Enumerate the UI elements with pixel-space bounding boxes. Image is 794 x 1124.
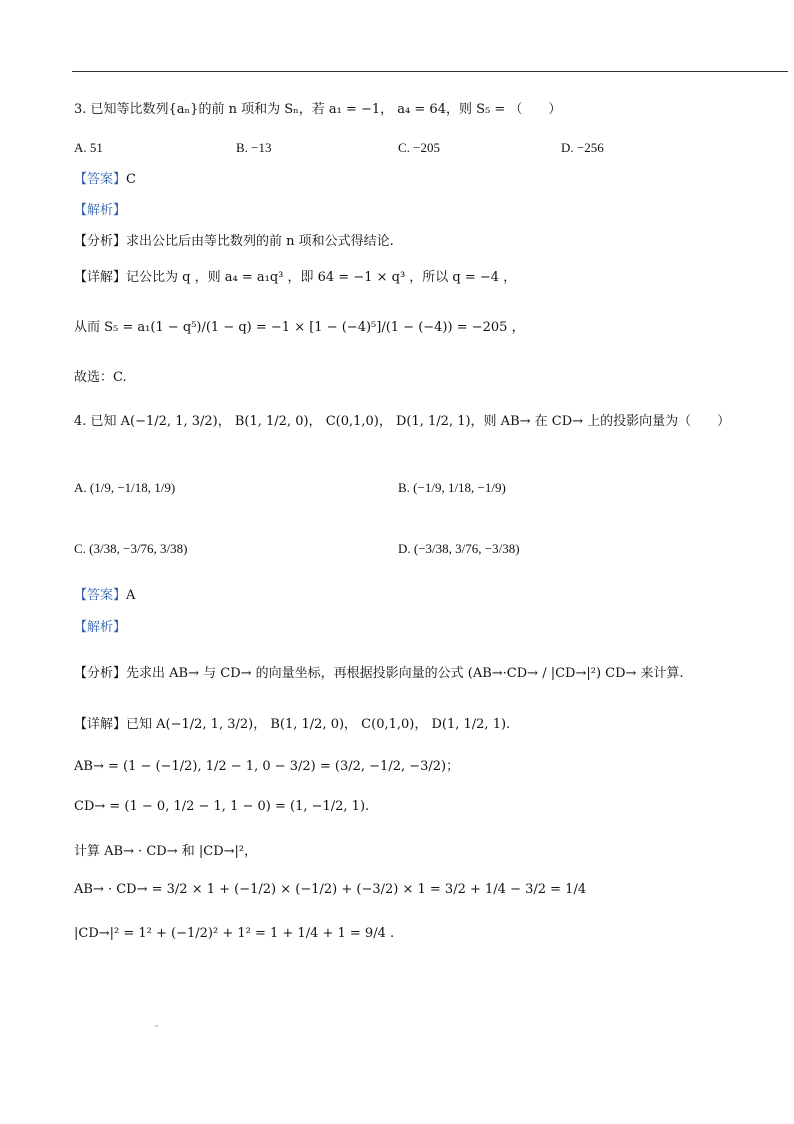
option-label: C. xyxy=(74,541,86,556)
q3-analysis-tag: 【解析】 xyxy=(74,203,127,218)
q4-step-cd: CD→ = (1 − 0, 1/2 − 1, 1 − 0) = (1, −1/2, 1). xyxy=(74,799,370,814)
option-text: −13 xyxy=(251,140,272,155)
option-label: B. xyxy=(236,140,248,155)
header-rule xyxy=(72,71,788,72)
q3-option-d[interactable] xyxy=(561,138,604,158)
fenxi-text: 先求出 AB→ 与 CD→ 的向量坐标，再根据投影向量的公式 (AB→·CD→ / |CD→|²) CD→ 来计算. xyxy=(126,666,684,681)
option-text: (−1/9, 1/18, −1/9) xyxy=(413,480,506,495)
fenxi-tag: 【分析】 xyxy=(74,666,127,681)
q3-answer xyxy=(74,170,136,190)
answer-tag: 【答案】 xyxy=(74,588,127,603)
option-label: D. xyxy=(398,541,411,556)
fenxi-tag: 【分析】 xyxy=(74,234,127,249)
option-label: A. xyxy=(74,140,87,155)
q4-option-d[interactable] xyxy=(398,539,520,559)
answer-value: C xyxy=(126,172,136,187)
option-text: −256 xyxy=(576,140,604,155)
q3-detail xyxy=(74,268,516,288)
q3-option-b[interactable] xyxy=(236,138,272,158)
q4-step-dot: AB→ · CD→ = 3/2 × 1 + (−1/2) × (−1/2) + (−3/2) × 1 = 3/2 + 1/4 − 3/2 = 1/4 xyxy=(74,882,587,897)
option-label: C. xyxy=(398,140,410,155)
option-text: −205 xyxy=(413,140,441,155)
detail-text: 已知 A(−1/2, 1, 3/2)， B(1, 1/2, 0)， C(0,1,0)， D(1, 1/2, 1). xyxy=(126,717,511,732)
q4-analysis-tag: 【解析】 xyxy=(74,620,127,635)
q4-fenxi xyxy=(74,664,684,684)
answer-tag: 【答案】 xyxy=(74,172,127,187)
q4-answer xyxy=(74,586,135,606)
q4-stem: 4. 已知 A(−1/2, 1, 3/2)， B(1, 1/2, 0)， C(0,1,0)， D(1, 1/2, 1)，则 AB→ 在 CD→ 上的投影向量为（ ） xyxy=(74,414,731,429)
detail-tag: 【详解】 xyxy=(74,270,127,285)
q3-option-a[interactable] xyxy=(74,138,103,158)
q4-step-ab: AB→ = (1 − (−1/2), 1/2 − 1, 0 − 3/2) = (3/2, −1/2, −3/2)； xyxy=(74,759,460,774)
q4-step-compute: 计算 AB→ · CD→ 和 |CD→|²， xyxy=(74,844,258,859)
q4-option-c[interactable] xyxy=(74,539,188,559)
q4-option-b[interactable] xyxy=(398,478,506,498)
detail-text: 记公比为 q ，则 a₄ = a₁q³ ，即 64 = −1 × q³ ，所以 q = −4 ， xyxy=(126,270,517,285)
q4-detail xyxy=(74,715,510,735)
q4-step-norm: |CD→|² = 1² + (−1/2)² + 1² = 1 + 1/4 + 1 = 9/4 . xyxy=(74,926,395,941)
option-text: (−3/38, 3/76, −3/38) xyxy=(413,541,520,556)
q3-choose: 故选：C. xyxy=(74,370,127,385)
q3-formula: 从而 S₅ = a₁(1 − q⁵)/(1 − q) = −1 × [1 − (−4)⁵]/(1 − (−4)) = −205 ， xyxy=(74,320,525,335)
q4-option-a[interactable] xyxy=(74,478,175,498)
q3-stem: 3. 已知等比数列{aₙ}的前 n 项和为 Sₙ，若 a₁ = −1， a₄ = 64，则 S₅ = （ ） xyxy=(74,102,562,117)
option-text: (1/9, −1/18, 1/9) xyxy=(89,480,176,495)
answer-value: A xyxy=(126,588,136,603)
q3-option-c[interactable] xyxy=(398,138,440,158)
option-text: 51 xyxy=(89,140,103,155)
q3-fenxi xyxy=(74,232,394,252)
detail-tag: 【详解】 xyxy=(74,717,127,732)
scan-speck xyxy=(155,1025,158,1027)
option-label: A. xyxy=(74,480,87,495)
option-label: B. xyxy=(398,480,410,495)
fenxi-text: 求出公比后由等比数列的前 n 项和公式得结论. xyxy=(126,234,394,249)
option-text: (3/38, −3/76, 3/38) xyxy=(89,541,188,556)
option-label: D. xyxy=(561,140,574,155)
